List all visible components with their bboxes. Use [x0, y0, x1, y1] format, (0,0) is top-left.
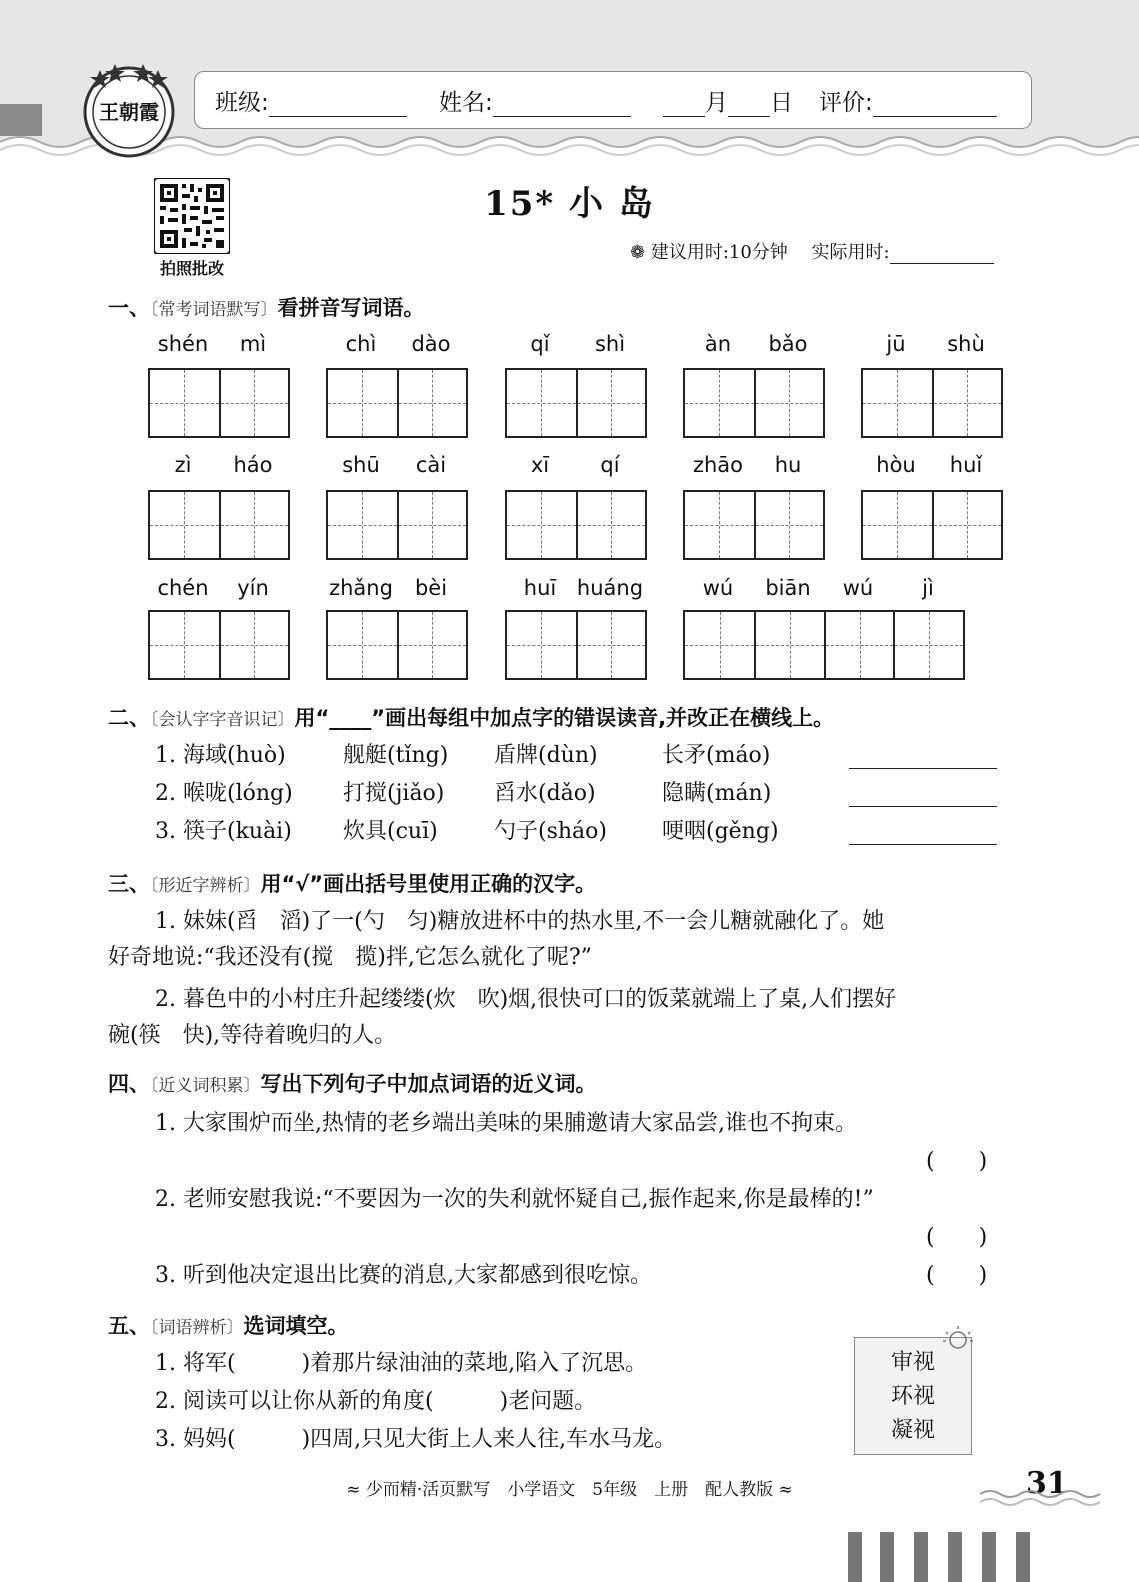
section4-tag: 〔近义词积累〕 [150, 1076, 261, 1096]
name-field[interactable] [439, 84, 631, 117]
pinyin-syllable: jì [922, 576, 934, 600]
pinyin-syllable: huī [523, 576, 557, 600]
writing-cell[interactable] [824, 612, 894, 678]
section1-tag: 〔常考词语默写〕 [150, 300, 278, 320]
fill-in-item: 3. 妈妈( )四周,只见大街上人来人往,车水马龙。 [155, 1427, 677, 1452]
pinyin-syllable: hòu [876, 453, 916, 477]
synonym-item: 3. 听到他决定退出比赛的消息,大家都感到很吃惊。 [155, 1263, 652, 1288]
pinyin-syllable: jū [886, 332, 906, 356]
word-bank-word: 凝视 [890, 1418, 935, 1443]
section2-tag: 〔会认字字音识记〕 [150, 710, 295, 730]
pronunciation-item: 舰艇(tǐng) [343, 743, 449, 768]
footer-bar [948, 1532, 962, 1582]
class-label: 班级: [215, 90, 269, 116]
writing-cell[interactable] [328, 370, 397, 436]
writing-cell[interactable] [397, 492, 466, 558]
footer-bar [914, 1532, 928, 1582]
section2-number: 二、 [108, 706, 150, 730]
pinyin-syllable: qí [600, 453, 620, 477]
qr-label: 拍照批改 [159, 259, 224, 278]
section5-instruction: 选词填空。 [243, 1314, 349, 1338]
pinyin-syllable: àn [704, 332, 732, 356]
pronunciation-item: 1. 海域(huò) [155, 743, 286, 768]
timing-info [630, 238, 994, 264]
writing-cell[interactable] [219, 492, 288, 558]
pinyin-syllable: dào [411, 332, 451, 356]
writing-cell[interactable] [150, 612, 219, 678]
pinyin-syllable: zhāo [692, 453, 744, 477]
pronunciation-item: 隐瞒(mán) [662, 781, 772, 806]
synonym-item: 1. 大家围炉而坐,热情的老乡端出美味的果脯邀请大家品尝,谁也不拘束。 [155, 1111, 857, 1136]
writing-cell[interactable] [685, 370, 754, 436]
section1-heading [108, 292, 425, 322]
writing-box[interactable] [148, 610, 290, 680]
footer-bar [880, 1532, 894, 1582]
section5-heading [108, 1310, 349, 1340]
pinyin-syllable: zì [174, 453, 192, 477]
synonym-item: 2. 老师安慰我说:“不要因为一次的失利就怀疑自己,振作起来,你是最棒的!” [155, 1187, 874, 1212]
pronunciation-item: 打搅(jiǎo) [343, 781, 445, 806]
footer-text: ≈ 少而精·活页默写 小学语文 5年级 上册 配人教版 ≈ [346, 1480, 793, 1500]
footer-wave-decoration [980, 1486, 1110, 1516]
pinyin-syllable: chén [157, 576, 209, 600]
footer-bar [848, 1532, 862, 1582]
pinyin-syllable: yín [237, 576, 269, 600]
writing-cell[interactable] [219, 612, 288, 678]
writing-box[interactable] [505, 490, 647, 560]
section3-heading [108, 868, 596, 898]
day-label: 日 [770, 90, 793, 116]
suggested-time: 建议用时:10分钟 [650, 242, 788, 263]
writing-box[interactable] [326, 490, 468, 560]
class-field[interactable] [215, 84, 407, 117]
writing-cell[interactable] [576, 612, 645, 678]
writing-cell[interactable] [576, 492, 645, 558]
actual-time-blank[interactable] [890, 245, 994, 264]
writing-cell[interactable] [754, 492, 823, 558]
writing-cell[interactable] [754, 612, 824, 678]
section3-instruction: 用“√”画出括号里使用正确的汉字。 [260, 872, 597, 896]
corner-tab [0, 104, 42, 136]
word-bank-word: 环视 [890, 1384, 935, 1409]
fill-in-item: 1. 将军( )着那片绿油油的菜地,陷入了沉思。 [155, 1351, 648, 1376]
lightbulb-icon [938, 1324, 974, 1358]
section3-line: 好奇地说:“我还没有(搅 揽)拌,它怎么就化了呢?” [108, 945, 592, 970]
pronunciation-item: 炊具(cuī) [343, 819, 438, 844]
writing-cell[interactable] [754, 370, 823, 436]
writing-cell[interactable] [932, 370, 1001, 436]
pinyin-syllable: zhǎng [329, 576, 393, 600]
section4-instruction: 写出下列句子中加点词语的近义词。 [260, 1072, 597, 1096]
section1-number: 一、 [108, 296, 150, 320]
writing-box[interactable] [861, 490, 1003, 560]
pronunciation-item: 舀水(dǎo) [494, 781, 596, 806]
pinyin-syllable: chì [345, 332, 377, 356]
name-label: 姓名: [439, 90, 493, 116]
eval-field[interactable] [819, 84, 997, 117]
page-title: 15* 小 岛 [484, 184, 655, 224]
date-field[interactable] [663, 84, 793, 117]
correction-answer-line[interactable] [849, 768, 997, 769]
writing-cell[interactable] [219, 370, 288, 436]
writing-cell[interactable] [328, 612, 397, 678]
synonym-answer[interactable]: ( ) [926, 1263, 988, 1288]
student-info-bar [194, 71, 1032, 129]
pinyin-syllable: shù [947, 332, 985, 356]
eval-label: 评价: [819, 90, 873, 116]
timing-icon: ❁ [630, 242, 646, 263]
writing-cell[interactable] [893, 612, 963, 678]
pinyin-syllable: bǎo [768, 332, 808, 356]
pinyin-syllable: hu [774, 453, 802, 477]
pronunciation-item: 3. 筷子(kuài) [155, 819, 292, 844]
section2-heading [108, 702, 834, 732]
writing-cell[interactable] [507, 612, 576, 678]
pinyin-syllable: cài [415, 453, 447, 477]
section4-heading [108, 1068, 597, 1098]
writing-cell[interactable] [932, 492, 1001, 558]
writing-cell[interactable] [150, 492, 219, 558]
pronunciation-item: 2. 喉咙(lóng) [155, 781, 293, 806]
month-blank[interactable] [663, 92, 705, 117]
writing-box[interactable] [683, 610, 965, 680]
pinyin-syllable: háo [233, 453, 273, 477]
pinyin-syllable: bèi [414, 576, 448, 600]
writing-cell[interactable] [397, 612, 466, 678]
synonym-answer[interactable]: ( ) [926, 1225, 988, 1250]
pinyin-syllable: wú [842, 576, 874, 600]
section5-number: 五、 [108, 1314, 150, 1338]
brand-logo [80, 60, 178, 158]
writing-cell[interactable] [507, 492, 576, 558]
section5-tag: 〔词语辨析〕 [150, 1318, 244, 1338]
logo-text: 王朝霞 [99, 100, 159, 124]
class-blank[interactable] [269, 92, 407, 117]
correction-answer-line[interactable] [849, 806, 997, 807]
writing-cell[interactable] [863, 370, 932, 436]
pinyin-syllable: biān [765, 576, 811, 600]
month-label: 月 [705, 90, 728, 116]
fill-in-item: 2. 阅读可以让你从新的角度( )老问题。 [155, 1389, 597, 1414]
writing-box[interactable] [326, 610, 468, 680]
writing-box[interactable] [148, 490, 290, 560]
writing-cell[interactable] [863, 492, 932, 558]
writing-box[interactable] [683, 368, 825, 438]
correction-answer-line[interactable] [849, 844, 997, 845]
actual-time-label: 实际用时: [811, 242, 890, 263]
pinyin-syllable: shì [594, 332, 626, 356]
writing-box[interactable] [861, 368, 1003, 438]
footer-bar [1016, 1532, 1030, 1582]
footer-bar [982, 1532, 996, 1582]
pronunciation-item: 勺子(sháo) [494, 819, 607, 844]
eval-blank[interactable] [873, 92, 997, 117]
synonym-answer[interactable]: ( ) [926, 1149, 988, 1174]
writing-box[interactable] [505, 368, 647, 438]
pronunciation-item: 长矛(máo) [662, 743, 771, 768]
writing-box[interactable] [683, 490, 825, 560]
writing-cell[interactable] [150, 370, 219, 436]
pronunciation-item: 盾牌(dùn) [494, 743, 598, 768]
writing-cell[interactable] [397, 370, 466, 436]
writing-cell[interactable] [576, 370, 645, 436]
pinyin-syllable: xī [530, 453, 550, 477]
pinyin-syllable: mì [239, 332, 267, 356]
writing-cell[interactable] [507, 370, 576, 436]
page-number: 31 [1026, 1466, 1068, 1501]
section3-line: 1. 妹妹(舀 滔)了一(勺 匀)糖放进杯中的热水里,不一会儿糖就融化了。她 [155, 909, 885, 934]
day-blank[interactable] [728, 92, 770, 117]
name-blank[interactable] [493, 92, 631, 117]
section2-instruction: 用“____”画出每组中加点字的错误读音,并改正在横线上。 [294, 706, 835, 730]
section1-instruction: 看拼音写词语。 [277, 296, 425, 320]
writing-box[interactable] [326, 368, 468, 438]
writing-box[interactable] [505, 610, 647, 680]
section3-tag: 〔形近字辨析〕 [150, 876, 261, 896]
section3-number: 三、 [108, 872, 150, 896]
section3-line: 2. 暮色中的小村庄升起缕缕(炊 吹)烟,很快可口的饭菜就端上了桌,人们摆好 [155, 987, 897, 1012]
writing-box[interactable] [148, 368, 290, 438]
writing-cell[interactable] [685, 612, 754, 678]
pinyin-syllable: qǐ [530, 332, 550, 356]
pinyin-syllable: shū [342, 453, 380, 477]
section4-number: 四、 [108, 1072, 150, 1096]
pinyin-syllable: huǐ [949, 453, 983, 477]
pinyin-syllable: shén [157, 332, 209, 356]
pinyin-syllable: huáng [576, 576, 644, 600]
writing-cell[interactable] [685, 492, 754, 558]
section3-line: 碗(筷 快),等待着晚归的人。 [108, 1023, 397, 1048]
pinyin-syllable: wú [702, 576, 734, 600]
word-bank-word: 审视 [890, 1350, 935, 1375]
pronunciation-item: 哽咽(gěng) [662, 819, 779, 844]
writing-cell[interactable] [328, 492, 397, 558]
